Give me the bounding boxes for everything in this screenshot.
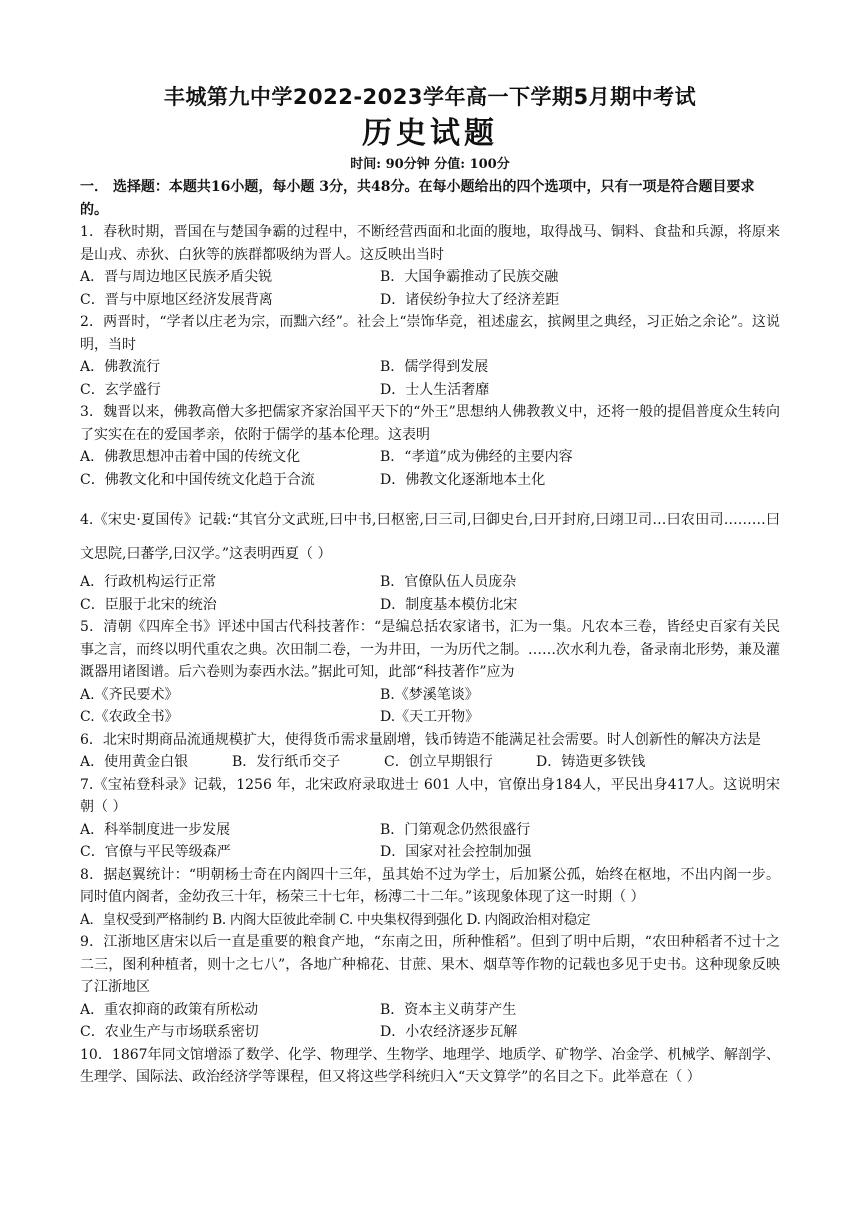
question-stem: 4.《宋史·夏国传》记载:“其官分文武班,曰中书,曰枢密,曰三司,曰御史台,曰开封府,曰翊卫司…曰农田司………曰文思院,曰蕃学,曰汉学。”这表明西夏（ ） bbox=[80, 512, 780, 562]
option-b: B．大国争霸推动了民族交融 bbox=[380, 269, 559, 285]
option-c: C．官僚与平民等级森严 bbox=[80, 844, 231, 860]
question-4 bbox=[80, 503, 780, 616]
question-stem: 8．据赵翼统计：“明朝杨士奇在内阁四十三年，虽其始不过为学士，后加紧公孤，始终在枢地，不出内阁一步。同时值内阁者，金幼孜三十年，杨荣三十七年，杨溥二十二年。”该现象体现了这一时期（ ） bbox=[80, 866, 780, 905]
question-8 bbox=[80, 864, 780, 932]
option-b: B．官僚队伍人员庞杂 bbox=[380, 574, 517, 590]
option-d: D．士人生活奢靡 bbox=[380, 381, 490, 398]
question-6 bbox=[80, 729, 780, 774]
question-stem: 6．北宋时期商品流通规模扩大，使得货币需求量剧增，钱币铸造不能满足社会需要。时人创新性的解决方法是 bbox=[80, 731, 761, 748]
question-stem: 3．魏晋以来，佛教高僧大多把儒家齐家治国平天下的“外王”思想纳人佛教教义中，还将一般的提倡普度众生转向了实实在在的爱国孝亲，依附于儒学的基本伦理。这表明 bbox=[80, 404, 780, 443]
option-a: A．科举制度进一步发展 bbox=[80, 821, 231, 838]
question-stem: 9．江浙地区唐宋以后一直是重要的粮食产地，“东南之田，所种惟稻”。但到了明中后期，“农田种稻者不过十之二三，图利种植者，则十之七八”，各地广种棉花、甘蔗、果木、烟草等作物的记载也多见于史书。这种现象反映了江浙地区 bbox=[80, 934, 780, 995]
option-b: B．“孝道”成为佛经的主要内容 bbox=[380, 449, 573, 465]
option-d: D．小农经济逐步瓦解 bbox=[380, 1024, 518, 1040]
question-10 bbox=[80, 1044, 780, 1089]
option-c: C．农业生产与市场联系密切 bbox=[80, 1024, 259, 1040]
option-c: C．臣服于北宋的统治 bbox=[80, 596, 217, 613]
option-b: B.《梦溪笔谈》 bbox=[380, 686, 479, 703]
option-c: C.《农政全书》 bbox=[80, 709, 179, 725]
option-a: A.《齐民要术》 bbox=[80, 686, 179, 703]
question-stem: 1．春秋时期，晋国在与楚国争霸的过程中，不断经营西面和北面的腹地，取得战马、铜料、食盐和兵源，将原来是山戎、赤狄、白狄等的族群都吸纳为晋人。这反映出当时 bbox=[80, 224, 780, 263]
option-d: D．佛教文化逐渐地本土化 bbox=[380, 471, 546, 488]
option-d: D．诸侯纷争拉大了经济差距 bbox=[380, 291, 560, 308]
time-info: 时间: 90分钟 分值: 100分 bbox=[350, 157, 510, 172]
question-options: A．皇权受到严格制约 B. 内阁大臣彼此牵制 C. 中央集权得到强化 D. 内阁政治相对稳定 bbox=[80, 911, 591, 928]
question-stem: 10．1867年同文馆增添了数学、化学、物理学、生物学、地理学、地质学、矿物学、冶金学、机械学、解剖学、生理学、国际法、政治经济学等课程，但又将这些学科统归入“天文算学”的名目之下。此举意在（ ） bbox=[80, 1046, 780, 1085]
section-heading: 一． 选择题：本题共16小题，每小题 3分，共48分。在每小题给出的四个选项中，只有一项是符合题目要求的。 bbox=[80, 179, 755, 218]
option-d: D．国家对社会控制加强 bbox=[380, 844, 532, 860]
option-c: C．玄学盛行 bbox=[80, 381, 161, 398]
option-c: C．佛教文化和中国传统文化趋于合流 bbox=[80, 471, 315, 488]
option-b: B．发行纸币交子 bbox=[232, 754, 341, 770]
option-d: D．制度基本模仿北宋 bbox=[380, 596, 518, 613]
option-b: B．门第观念仍然很盛行 bbox=[380, 821, 531, 838]
question-5 bbox=[80, 616, 780, 729]
option-a: A．重农抑商的政策有所松动 bbox=[80, 1001, 259, 1018]
option-a: A．使用黄金白银 bbox=[80, 754, 189, 770]
exam-subject: 历史试题 bbox=[362, 116, 498, 151]
question-9 bbox=[80, 931, 780, 1044]
exam-title: 丰城第九中学2022-2023学年高一下学期5月期中考试 bbox=[163, 85, 697, 109]
question-2 bbox=[80, 311, 780, 401]
question-stem: 7.《宝祐登科录》记载，1256 年，北宋政府录取进士 601 人中，官僚出身184人，平民出身417人。这说明宋朝（ ） bbox=[80, 776, 780, 815]
option-d: D．铸造更多铁钱 bbox=[536, 754, 646, 770]
exam-page bbox=[80, 82, 780, 1089]
option-b: B．儒学得到发展 bbox=[380, 359, 489, 375]
question-7 bbox=[80, 774, 780, 864]
question-stem: 2．两晋时，“学者以庄老为宗，而黜六经”。社会上“崇饰华竞，祖述虚玄，摈阙里之典经，习正始之余论”。这说明，当时 bbox=[80, 314, 780, 353]
option-a: A．佛教流行 bbox=[80, 359, 161, 375]
option-d: D.《天工开物》 bbox=[380, 709, 480, 725]
option-b: B．资本主义萌芽产生 bbox=[380, 1001, 517, 1018]
option-a: A．佛教思想冲击着中国的传统文化 bbox=[80, 449, 301, 465]
option-c: C．创立早期银行 bbox=[384, 754, 493, 770]
question-3 bbox=[80, 401, 780, 491]
option-a: A．晋与周边地区民族矛盾尖锐 bbox=[80, 269, 273, 285]
option-c: C．晋与中原地区经济发展背离 bbox=[80, 291, 273, 308]
option-a: A．行政机构运行正常 bbox=[80, 574, 217, 590]
question-1 bbox=[80, 221, 780, 311]
question-stem: 5．清朝《四库全书》评述中国古代科技著作：“是编总括农家诸书，汇为一集。凡农本三卷，皆经史百家有关民事之言，而终以明代重农之典。次田制二卷，一为井田，一为历代之制。……次水利九卷，备录南北形势，兼及灌溉器用诸图谱。后六卷则为泰西水法。”据此可知，此部“科技著作”应为 bbox=[80, 619, 780, 680]
